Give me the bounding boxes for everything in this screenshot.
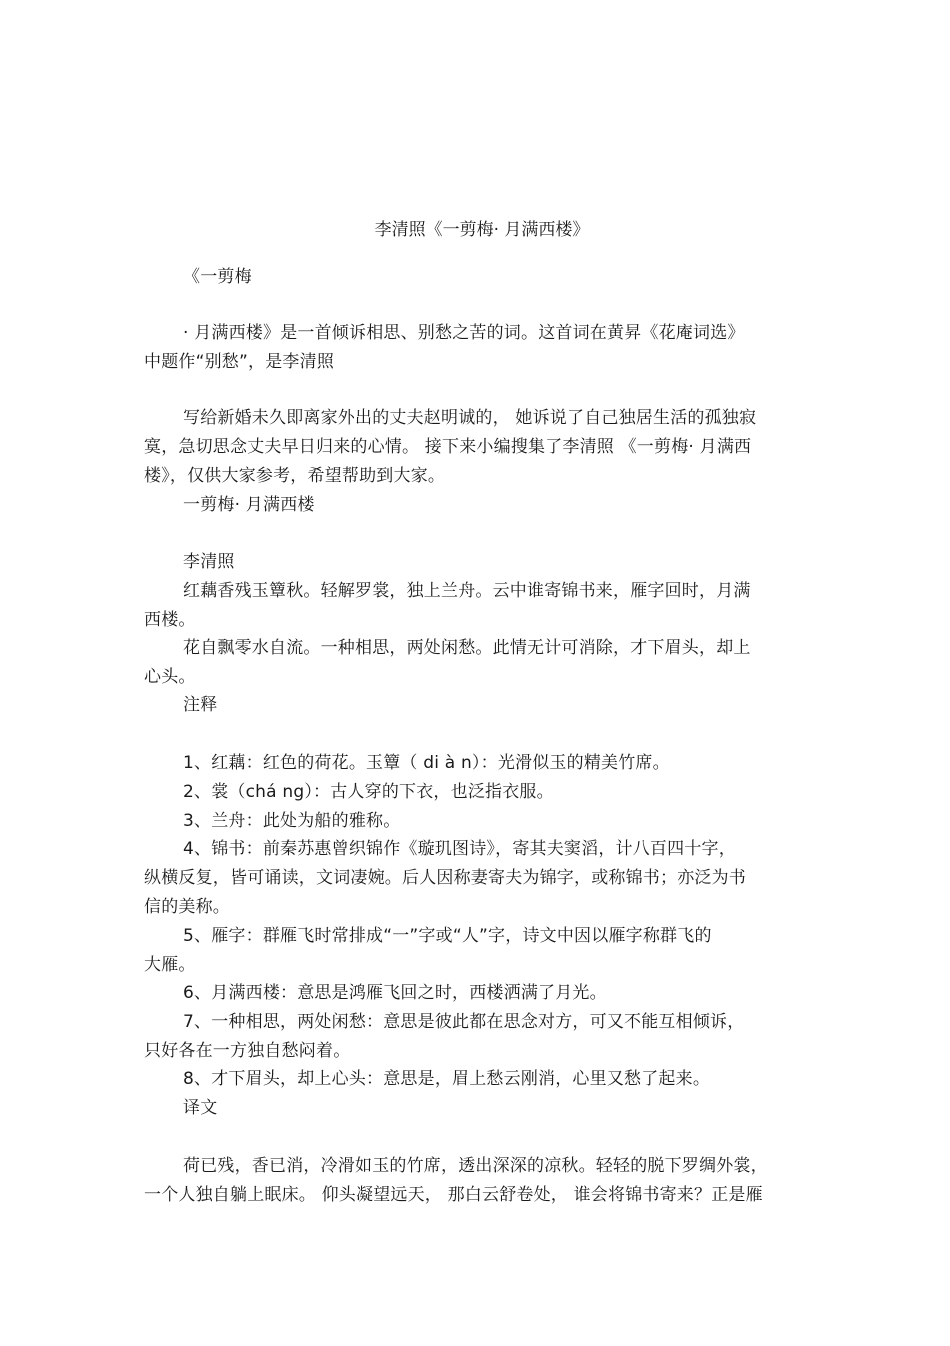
note-line: 大雁。: [144, 955, 196, 975]
note-line: 8、才下眉头，却上心头：意思是，眉上愁云刚消，心里又愁了起来。: [183, 1069, 711, 1089]
paragraph-line: 寞，急切思念丈夫早日归来的心情。 接下来小编搜集了李清照 《一剪梅· 月满西: [144, 437, 752, 457]
poem-line: 花自飘零水自流。一种相思，两处闲愁。此情无计可消除，才下眉头，却上: [183, 638, 751, 658]
note-line: 3、兰舟：此处为船的雅称。: [183, 811, 401, 831]
paragraph-line: 《一剪梅: [183, 267, 252, 287]
note-line: 4、锦书：前秦苏惠曾织锦作《璇玑图诗》，寄其夫窦滔，计八百四十字，: [183, 839, 736, 859]
poem-author: 李清照: [183, 552, 235, 572]
section-heading-notes: 注释: [183, 695, 218, 715]
note-line: 7、一种相思，两处闲愁：意思是彼此都在思念对方，可又不能互相倾诉，: [183, 1012, 745, 1032]
poem-heading: 一剪梅· 月满西楼: [183, 495, 315, 515]
paragraph-line: 楼》，仅供大家参考，希望帮助到大家。: [144, 466, 446, 486]
note-line: 6、月满西楼：意思是鸿雁飞回之时，西楼洒满了月光。: [183, 983, 607, 1003]
document-title: 李清照《一剪梅· 月满西楼》: [374, 220, 590, 240]
poem-line: 心头。: [144, 667, 196, 687]
paragraph-line: · 月满西楼》是一首倾诉相思、别愁之苦的词。这首词在黄昇《花庵词选》: [183, 323, 745, 343]
note-line: 只好各在一方独自愁闷着。: [144, 1041, 351, 1061]
note-line: 信的美称。: [144, 897, 230, 917]
section-heading-translation: 译文: [183, 1098, 218, 1118]
note-line: 2、裳（chá ng）：古人穿的下衣，也泛指衣服。: [183, 782, 554, 802]
note-line: 1、红藕：红色的荷花。玉簟（ di à n）：光滑似玉的精美竹席。: [183, 753, 670, 773]
translation-line: 荷已残，香已消，冷滑如玉的竹席，透出深深的凉秋。轻轻的脱下罗绸外裳，: [183, 1156, 768, 1176]
note-line: 5、雁字：群雁飞时常排成“一”字或“人”字，诗文中因以雁字称群飞的: [183, 926, 712, 946]
paragraph-line: 中题作“别愁”，是李清照: [144, 352, 335, 372]
paragraph-line: 写给新婚未久即离家外出的丈夫赵明诚的， 她诉说了自己独居生活的孤独寂: [183, 408, 757, 428]
translation-line: 一个人独自躺上眠床。 仰头凝望远天， 那白云舒卷处， 谁会将锦书寄来？正是雁: [144, 1185, 763, 1205]
poem-line: 红藕香残玉簟秋。轻解罗裳，独上兰舟。云中谁寄锦书来，雁字回时，月满: [183, 581, 751, 601]
poem-line: 西楼。: [144, 610, 196, 630]
note-line: 纵横反复，皆可诵读，文词凄婉。后人因称妻寄夫为锦字，或称锦书；亦泛为书: [144, 868, 746, 888]
